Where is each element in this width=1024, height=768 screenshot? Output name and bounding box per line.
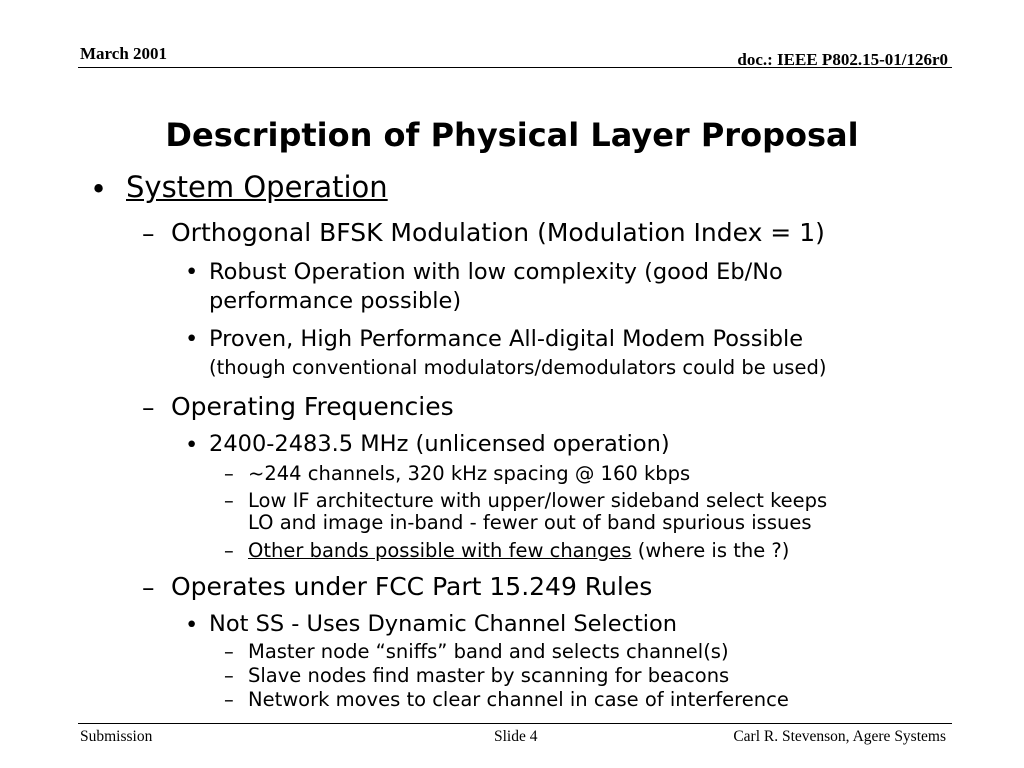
header-date: March 2001: [80, 44, 168, 63]
bullet-low-if-line2: LO and image in-band - fewer out of band spurious issues: [248, 511, 812, 534]
bullet-band: 2400-2483.5 MHz (unlicensed operation): [209, 431, 670, 457]
bullet-modulation: Orthogonal BFSK Modulation (Modulation Index = 1): [171, 218, 825, 247]
dash-marker: –: [224, 489, 234, 512]
bullet-marker: •: [90, 172, 108, 206]
dash-marker: –: [224, 462, 234, 485]
footer-slide-number: Slide 4: [494, 728, 538, 745]
bullet-fcc: Operates under FCC Part 15.249 Rules: [171, 572, 653, 601]
dash-marker: –: [224, 664, 234, 687]
other-bands-note: (where is the ?): [631, 539, 790, 562]
dash-marker: –: [224, 539, 234, 562]
bullet-modem-line1: Proven, High Performance All-digital Modem Possible: [209, 326, 804, 352]
bullet-marker: •: [185, 326, 199, 352]
slide-title: Description of Physical Layer Proposal: [165, 116, 859, 154]
dash-marker: –: [224, 688, 234, 711]
dash-marker: –: [142, 219, 155, 248]
dash-marker: –: [224, 640, 234, 663]
bullet-slave-nodes: Slave nodes find master by scanning for beacons: [248, 664, 730, 687]
bullet-marker: •: [185, 259, 199, 285]
bullet-system-operation: System Operation: [126, 170, 388, 204]
bullet-modem-line2: (though conventional modulators/demodulators could be used): [209, 356, 827, 379]
bullet-master-node: Master node “sniffs” band and selects channel(s): [248, 640, 729, 663]
bullet-network-moves: Network moves to clear channel in case of interference: [248, 688, 789, 711]
bullet-other-bands: [248, 539, 789, 562]
dash-marker: –: [142, 393, 155, 422]
bullet-marker: •: [185, 612, 199, 638]
header-doc-id: doc.: IEEE P802.15-01/126r0: [737, 50, 948, 69]
bullet-robust-line1: Robust Operation with low complexity (good Eb/No: [209, 259, 783, 285]
footer-submission: Submission: [80, 728, 153, 745]
bullet-frequencies: Operating Frequencies: [171, 392, 454, 421]
bullet-not-ss: Not SS - Uses Dynamic Channel Selection: [209, 611, 678, 637]
bullet-robust-line2: performance possible): [209, 288, 462, 314]
dash-marker: –: [142, 573, 155, 602]
footer-rule: [78, 723, 952, 724]
bullet-marker: •: [185, 432, 199, 458]
bullet-low-if-line1: Low IF architecture with upper/lower sideband select keeps: [248, 489, 828, 512]
footer-author: Carl R. Stevenson, Agere Systems: [733, 728, 946, 745]
other-bands-link[interactable]: Other bands possible with few changes: [248, 539, 632, 562]
bullet-channels: ~244 channels, 320 kHz spacing @ 160 kbps: [248, 462, 691, 485]
